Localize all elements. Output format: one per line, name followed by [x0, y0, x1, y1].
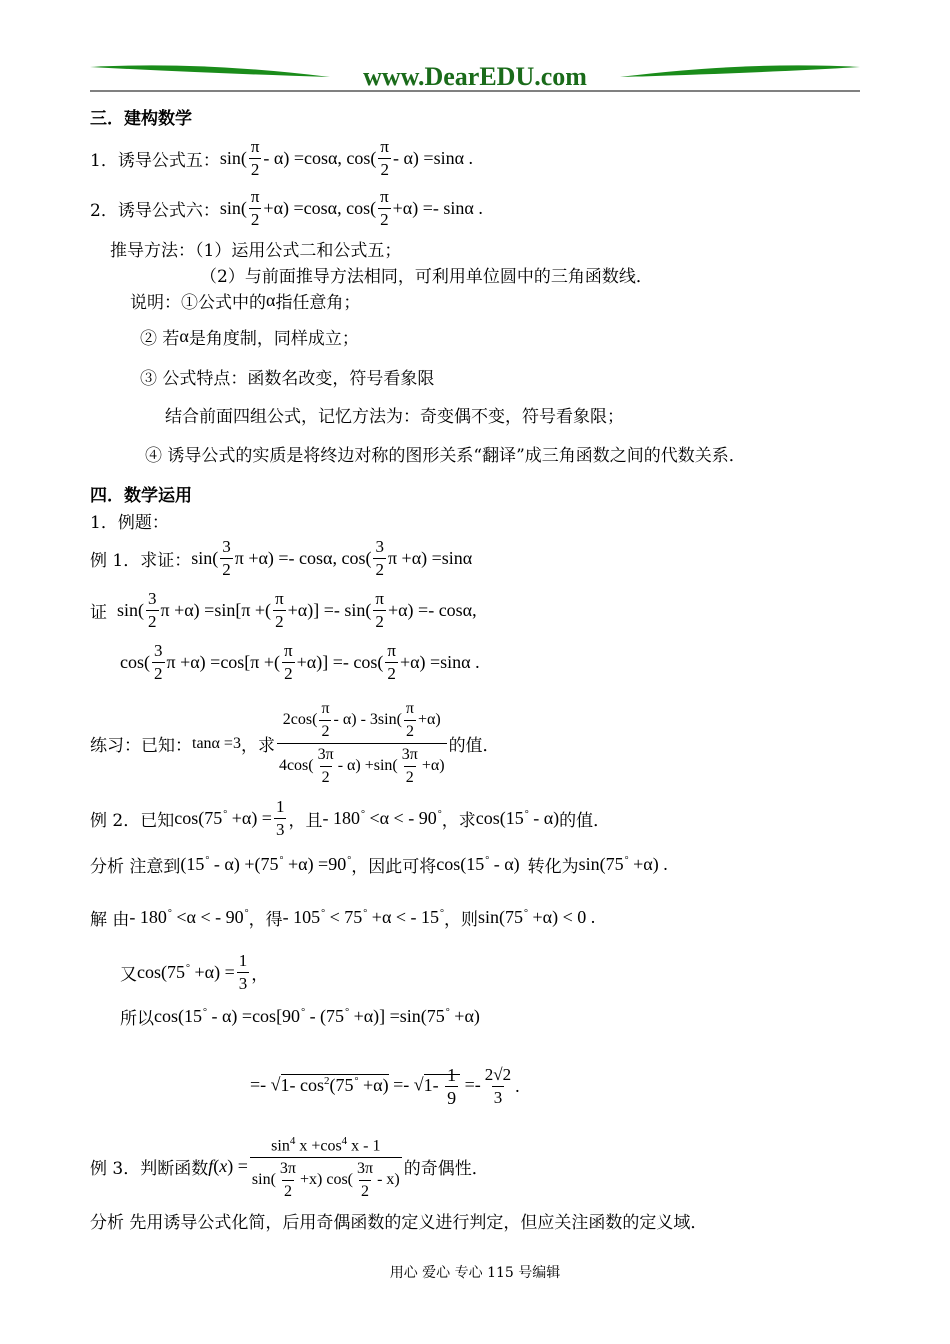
- footer: 用心 爱心 专心 115 号编辑: [389, 1265, 561, 1281]
- note-2: ② 若 α 是角度制，同样成立；: [140, 326, 359, 349]
- method-1: 推导方法：（1）运用公式二和公式五；: [110, 241, 402, 261]
- method-2: （2）与前面推导方法相同，可利用单位圆中的三角函数线．: [200, 267, 653, 287]
- note-4: ④ 诱导公式的实质是将终边对称的图形关系“翻译”成三角函数之间的代数关系．: [145, 446, 746, 466]
- proof-line1: 证 sin( $\frac{3}{2}$ π +α) =sin[π +( $\frac{\pi}{2}$ +α)] =- sin( $\frac{\pi}{2}$ +α) =- cosα,: [90, 589, 477, 631]
- note-1: 说明：①公式中的 α 指任意角；: [130, 290, 361, 313]
- again: 又 cos(75° +α) = $\frac{1}{3}$ ，: [120, 951, 269, 993]
- note-3b: 结合前面四组公式，记忆方法为：奇变偶不变，符号看象限；: [165, 407, 624, 427]
- so-line: 所以 cos(15° - α) =cos[90° - (75° +α)] =sin(75° +α): [120, 1006, 480, 1029]
- site-logo: www.DearEDU.com: [363, 62, 587, 91]
- example3: 例 3．判断函数 f(x) = $\sin^4 x +\cos^4$ x - 1 sin( $\frac{3\pi}{2}$ +x) cos( $\frac{3\pi}{2}$ - x) 的奇偶性．: [90, 1130, 489, 1203]
- proof-line2: cos( $\frac{3}{2}$ π +α) =cos[π +( $\frac{\pi}{2}$ +α)] =- cos( $\frac{\pi}{2}$ +α) =sinα .: [120, 641, 480, 683]
- note-3: ③ 公式特点：函数名改变，符号看象限: [140, 369, 435, 389]
- result-line: =- √1- $\cos^2(75^\circ +\alpha) =- √1-$ $\frac{1}{9}$ =- $\frac{2√2}{3}$ .: [250, 1065, 520, 1108]
- header-banner: [0, 55, 950, 100]
- practice: 练习：已知： tanα =3 ，求 2cos( $\frac{\pi}{2}$ - α) - 3sin( $\frac{\pi}{2}$ +α) 4cos( $\frac{3\pi}{2}$ - α) +sin( $\frac{3\pi}{2}$ +α) 的值．: [90, 698, 500, 789]
- leaf-left-icon: [90, 65, 330, 77]
- section4-sub: 1．例题：: [90, 513, 169, 533]
- solution2: 解 由 - 180° <α < - 90° ，得 - 105° < 75° +α < - 15° ，则 sin(75° +α) < 0 .: [90, 907, 596, 930]
- formula6: 2．诱导公式六： sin( $\frac{\pi}{2}$ +α) =cosα, cos( $\frac{\pi}{2}$ +α) =- sinα .: [90, 187, 483, 229]
- analysis3: 分析 先用诱导公式化简，后用奇偶函数的定义进行判定，但应关注函数的定义域．: [90, 1213, 708, 1233]
- analysis2: 分析 注意到 (15° - α) +(75° +α) =90° ，因此可将 cos(15° - α) 转化为 sin(75° +α) .: [90, 854, 668, 877]
- leaf-right-icon: [620, 65, 860, 77]
- section4-title: 四．数学运用: [90, 486, 192, 506]
- example2: 例 2．已知 cos(75° +α) = $\frac{1}{3}$ ，且 - 180° <α < - 90° ，求 cos(15° - α) 的值．: [90, 797, 611, 839]
- example1: 例 1．求证： sin( $\frac{3}{2}$ π +α) =- cosα, cos( $\frac{3}{2}$ π +α) =sinα: [90, 537, 473, 579]
- f5-label: 1．诱导公式五：: [90, 151, 220, 171]
- f6-label: 2．诱导公式六：: [90, 201, 220, 221]
- formula5: 1．诱导公式五： sin( $\frac{\pi}{2}$ - α) =cosα, cos( $\frac{\pi}{2}$ - α) =sinα .: [90, 137, 474, 179]
- section3-title: 三．建构数学: [90, 109, 192, 129]
